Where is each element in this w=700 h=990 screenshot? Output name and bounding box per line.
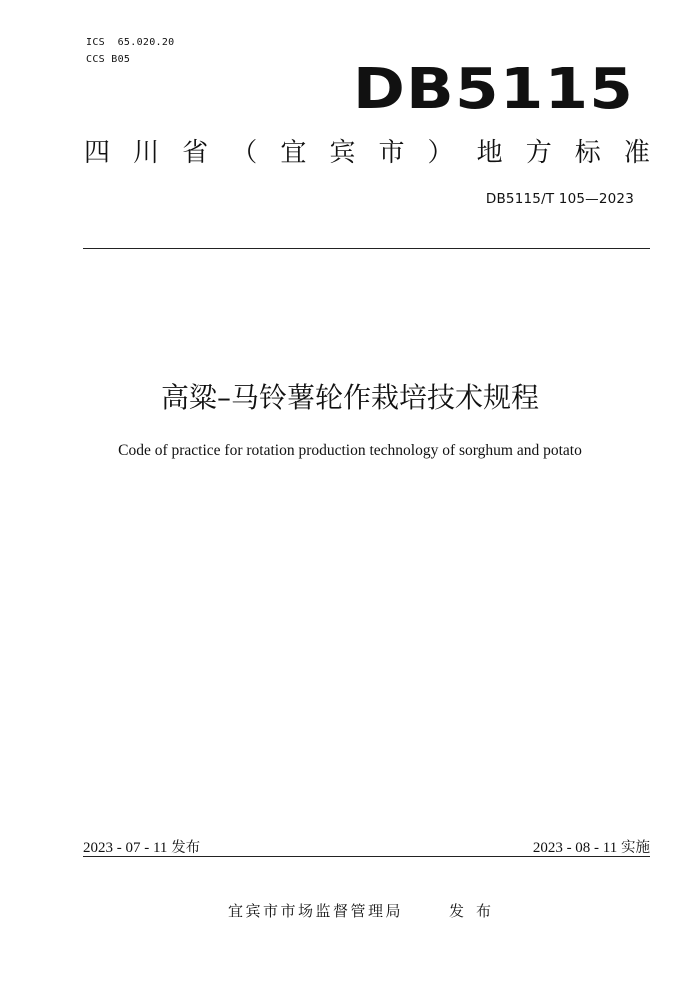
standard-type-char: 四 — [84, 138, 111, 168]
standard-type-char: 方 — [525, 138, 552, 168]
issue-date-value: 2023 - 07 - 11 — [83, 840, 168, 856]
header-divider — [83, 248, 650, 249]
implementation-date-label: 实施 — [621, 840, 650, 856]
standard-type-char: 川 — [133, 138, 160, 168]
standard-number: DB5115/T 105—2023 — [485, 191, 634, 207]
standard-type-title — [84, 134, 650, 172]
ccs-code: CCS B05 — [86, 54, 131, 65]
ics-code: ICS 65.020.20 — [86, 37, 175, 48]
document-title-english: Code of practice for rotation production technology of sorghum and potato — [118, 442, 582, 459]
standard-type-char: 省 — [182, 138, 209, 168]
standard-type-char: 地 — [476, 138, 503, 168]
standard-type-char: 宾 — [329, 138, 356, 168]
issue-date — [83, 838, 200, 858]
footer-divider — [83, 856, 650, 857]
standard-type-char: ） — [427, 138, 454, 168]
publisher-name: 宜宾市市场监督管理局 — [228, 902, 404, 920]
standard-type-char: 宜 — [280, 138, 307, 168]
standard-type-char: 市 — [378, 138, 405, 168]
db-logo: DB5115 — [352, 57, 634, 122]
standard-type-char: 准 — [623, 138, 650, 168]
implementation-date — [533, 838, 650, 858]
publish-label: 发布 — [449, 902, 504, 920]
implementation-date-value: 2023 - 08 - 11 — [532, 840, 618, 856]
standard-type-char: （ — [231, 138, 258, 168]
standard-type-char: 标 — [574, 138, 601, 168]
document-title-chinese: 高粱–马铃薯轮作栽培技术规程 — [160, 381, 539, 414]
issue-date-label: 发布 — [171, 840, 201, 856]
